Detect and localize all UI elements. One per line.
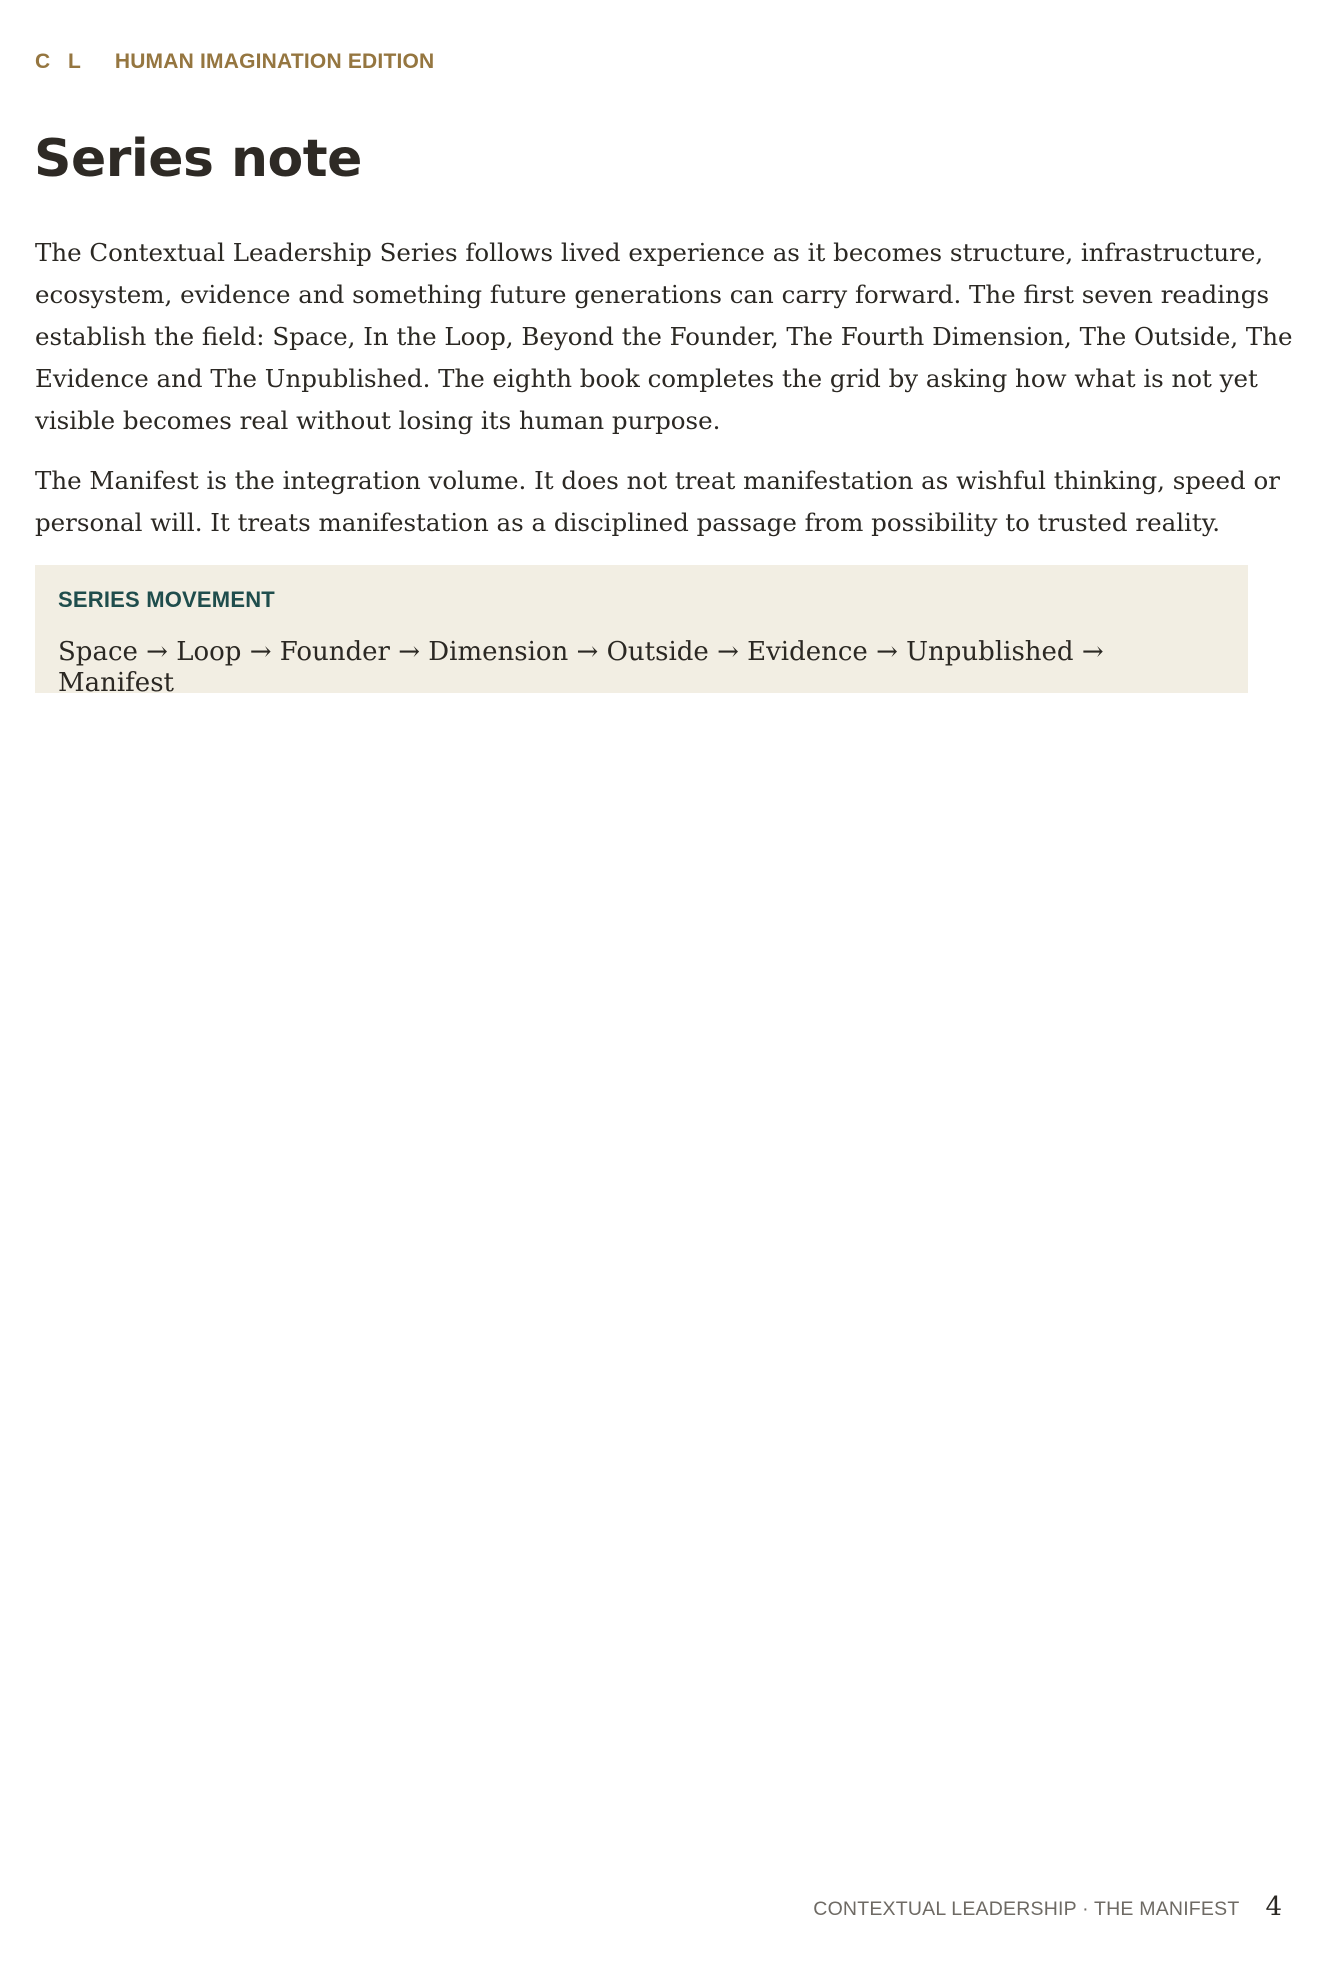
page-footer <box>813 1892 1282 1922</box>
callout-label: SERIES MOVEMENT <box>58 587 275 612</box>
series-sequence: Space → Loop → Founder → Dimension → Outside → Evidence → Unpublished → Manifest <box>58 637 1104 699</box>
page-number: 4 <box>1265 1892 1282 1922</box>
body-text <box>35 232 1295 562</box>
footer-running-title: CONTEXTUAL LEADERSHIP · THE MANIFEST <box>813 1898 1240 1920</box>
paragraph: The Manifest is the integration volume. It does not treat manifestation as wishful thinking, speed or personal will. It treats manifestation as a disciplined passage from possibility to trusted reality. <box>35 466 1280 537</box>
series-monogram: C L <box>35 50 83 73</box>
running-header <box>35 50 434 74</box>
edition-label: HUMAN IMAGINATION EDITION <box>114 50 435 73</box>
paragraph: The Contextual Leadership Series follows lived experience as it becomes structure, infrastructure, ecosystem, evidence and something future generations can carry forward. The first seven readings establish the field: Space, In the Loop, Beyond the Founder, The Fourth Dimension, The Outside, The Evidence and The Unpublished. The eighth book completes the grid by asking how what is not yet visible becomes real without losing its human purpose. <box>35 238 1293 435</box>
page-title: Series note <box>34 129 362 189</box>
series-movement-callout <box>35 565 1248 699</box>
